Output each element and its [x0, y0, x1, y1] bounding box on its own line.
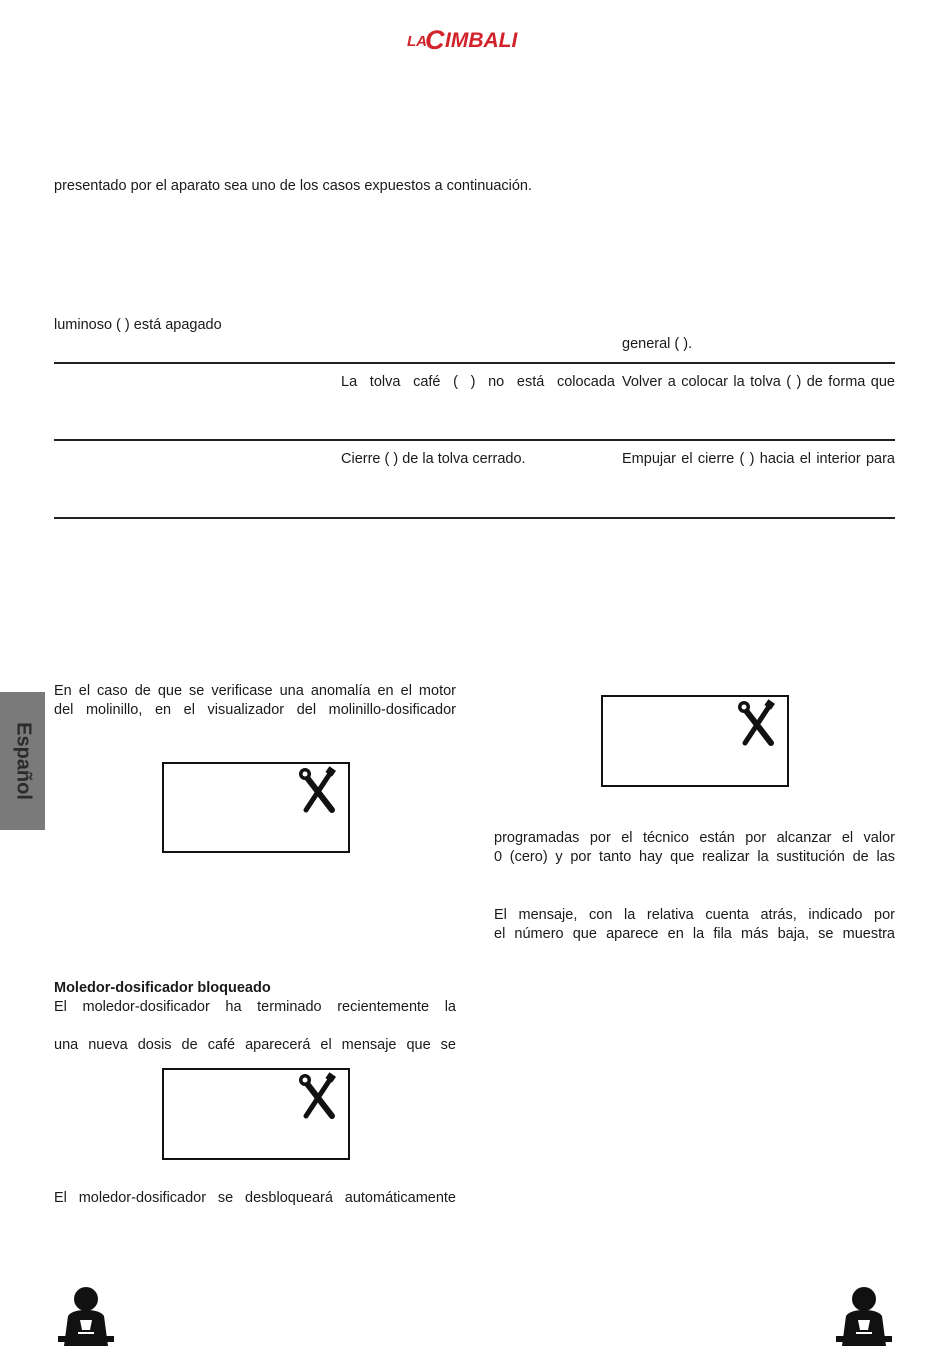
- blades-line-1: programadas por el técnico están por alcanzar el valor: [494, 830, 895, 846]
- table-right-note: general ( ).: [622, 336, 693, 352]
- table-rule: [54, 362, 895, 364]
- language-tab: [0, 692, 45, 830]
- grinder-display: [162, 762, 350, 853]
- grinder-display: [162, 1068, 350, 1160]
- tools-wrench-screwdriver-icon: [737, 699, 777, 749]
- barista-icon: [832, 1286, 896, 1346]
- table-rule: [54, 439, 895, 441]
- table-row-1-remedy: Volver a colocar la tolva ( ) de forma que: [622, 374, 895, 390]
- svg-text:C: C: [425, 25, 445, 54]
- blocked-title: Moledor-dosificador bloqueado: [54, 980, 271, 996]
- svg-text:LA: LA: [407, 33, 427, 50]
- table-row-2-remedy: Empujar el cierre ( ) hacia el interior para: [622, 451, 895, 467]
- countdown-line-2: el número que aparece en la fila más baja, se muestra: [494, 926, 895, 942]
- motor-anomaly-line-1: En el caso de que se verificase una anomalía en el motor: [54, 683, 456, 699]
- svg-text:IMBALI: IMBALI: [445, 29, 518, 52]
- table-rule: [54, 517, 895, 519]
- table-row-2-cause: Cierre ( ) de la tolva cerrado.: [341, 451, 526, 467]
- barista-icon: [54, 1286, 118, 1346]
- countdown-line-1: El mensaje, con la relativa cuenta atrás, indicado por: [494, 907, 895, 923]
- motor-anomaly-line-2: del molinillo, en el visualizador del molinillo-dosificador: [54, 702, 456, 718]
- table-row-1-cause: La tolva café ( ) no está colocada: [341, 374, 615, 390]
- blocked-line-2: una nueva dosis de café aparecerá el mensaje que se: [54, 1037, 456, 1053]
- grinder-display: [601, 695, 789, 787]
- unlock-text: El moledor-dosificador se desbloqueará automáticamente: [54, 1190, 456, 1206]
- language-tab-label: Español: [12, 722, 34, 800]
- blades-line-2: 0 (cero) y por tanto hay que realizar la sustitución de las: [494, 849, 895, 865]
- tools-wrench-screwdriver-icon: [298, 766, 338, 816]
- blocked-line-1: El moledor-dosificador ha terminado recientemente la: [54, 999, 456, 1015]
- table-left-note: luminoso ( ) está apagado: [54, 317, 222, 333]
- intro-text: presentado por el aparato sea uno de los casos expuestos a continuación.: [54, 178, 533, 194]
- tools-wrench-screwdriver-icon: [298, 1072, 338, 1122]
- cimbali-logo: [405, 24, 545, 54]
